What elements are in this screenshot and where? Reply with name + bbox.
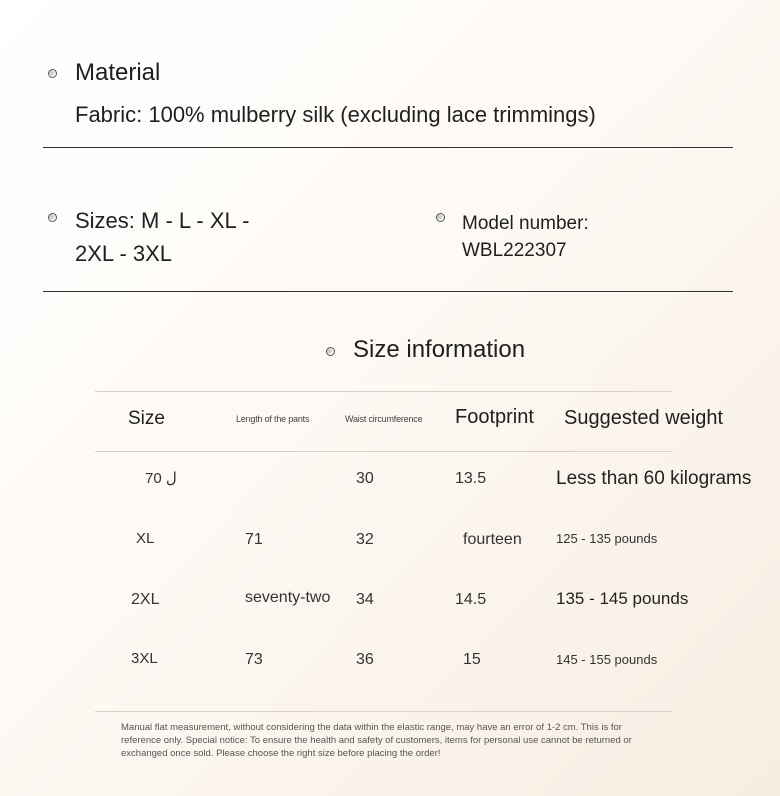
table-header-size: Size xyxy=(128,408,165,429)
cell-waist: 34 xyxy=(356,591,374,608)
table-top-rule xyxy=(95,391,672,392)
size-note: Manual flat measurement, without considering the data within the elastic range, may have an error of 1-2 cm. This is for reference only. Special notice: To ensure the health and safety of customers, items for personal use cannot be returned or exchanged once sold. Please choose the right size before placing the order! xyxy=(121,722,632,759)
divider xyxy=(43,147,733,148)
cell-length: 71 xyxy=(245,531,263,548)
table-header-footprint: Footprint xyxy=(455,406,534,428)
table-header-waist: Waist circumference xyxy=(345,414,423,424)
cell-footprint: fourteen xyxy=(463,531,522,548)
model-label: Model number: xyxy=(462,213,589,234)
size-info-title: Size information xyxy=(353,336,526,363)
cell-weight: Less than 60 kilograms xyxy=(556,468,752,489)
sizes-bullet-icon xyxy=(48,213,57,222)
material-title: Material xyxy=(75,59,161,86)
cell-footprint: 15 xyxy=(463,651,481,668)
material-bullet-icon xyxy=(48,69,57,78)
size-info-bullet-icon xyxy=(326,347,335,356)
table-header-rule xyxy=(95,451,672,452)
cell-size: 70 ل xyxy=(145,470,177,487)
cell-length: seventy-two xyxy=(245,589,331,606)
cell-waist: 32 xyxy=(356,531,374,548)
cell-weight: 145 - 155 pounds xyxy=(556,652,658,667)
cell-length: 73 xyxy=(245,651,263,668)
sizes-line-1: Sizes: M - L - XL - xyxy=(75,208,250,233)
cell-weight: 135 - 145 pounds xyxy=(556,589,689,608)
cell-waist: 30 xyxy=(356,470,374,487)
fabric-text: Fabric: 100% mulberry silk (excluding lace trimmings) xyxy=(75,102,596,127)
cell-footprint: 13.5 xyxy=(455,470,487,487)
divider xyxy=(43,291,733,292)
cell-weight: 125 - 135 pounds xyxy=(556,531,658,546)
cell-waist: 36 xyxy=(356,651,374,668)
model-bullet-icon xyxy=(436,213,445,222)
cell-size: 2XL xyxy=(131,591,160,608)
cell-size: 3XL xyxy=(131,650,158,667)
sizes-line-2: 2XL - 3XL xyxy=(75,241,173,266)
model-number: WBL222307 xyxy=(462,240,567,261)
table-bottom-rule xyxy=(95,711,672,712)
cell-footprint: 14.5 xyxy=(455,591,487,608)
table-header-length: Length of the pants xyxy=(236,414,310,424)
table-header-weight: Suggested weight xyxy=(564,407,724,429)
cell-size: XL xyxy=(136,530,155,547)
